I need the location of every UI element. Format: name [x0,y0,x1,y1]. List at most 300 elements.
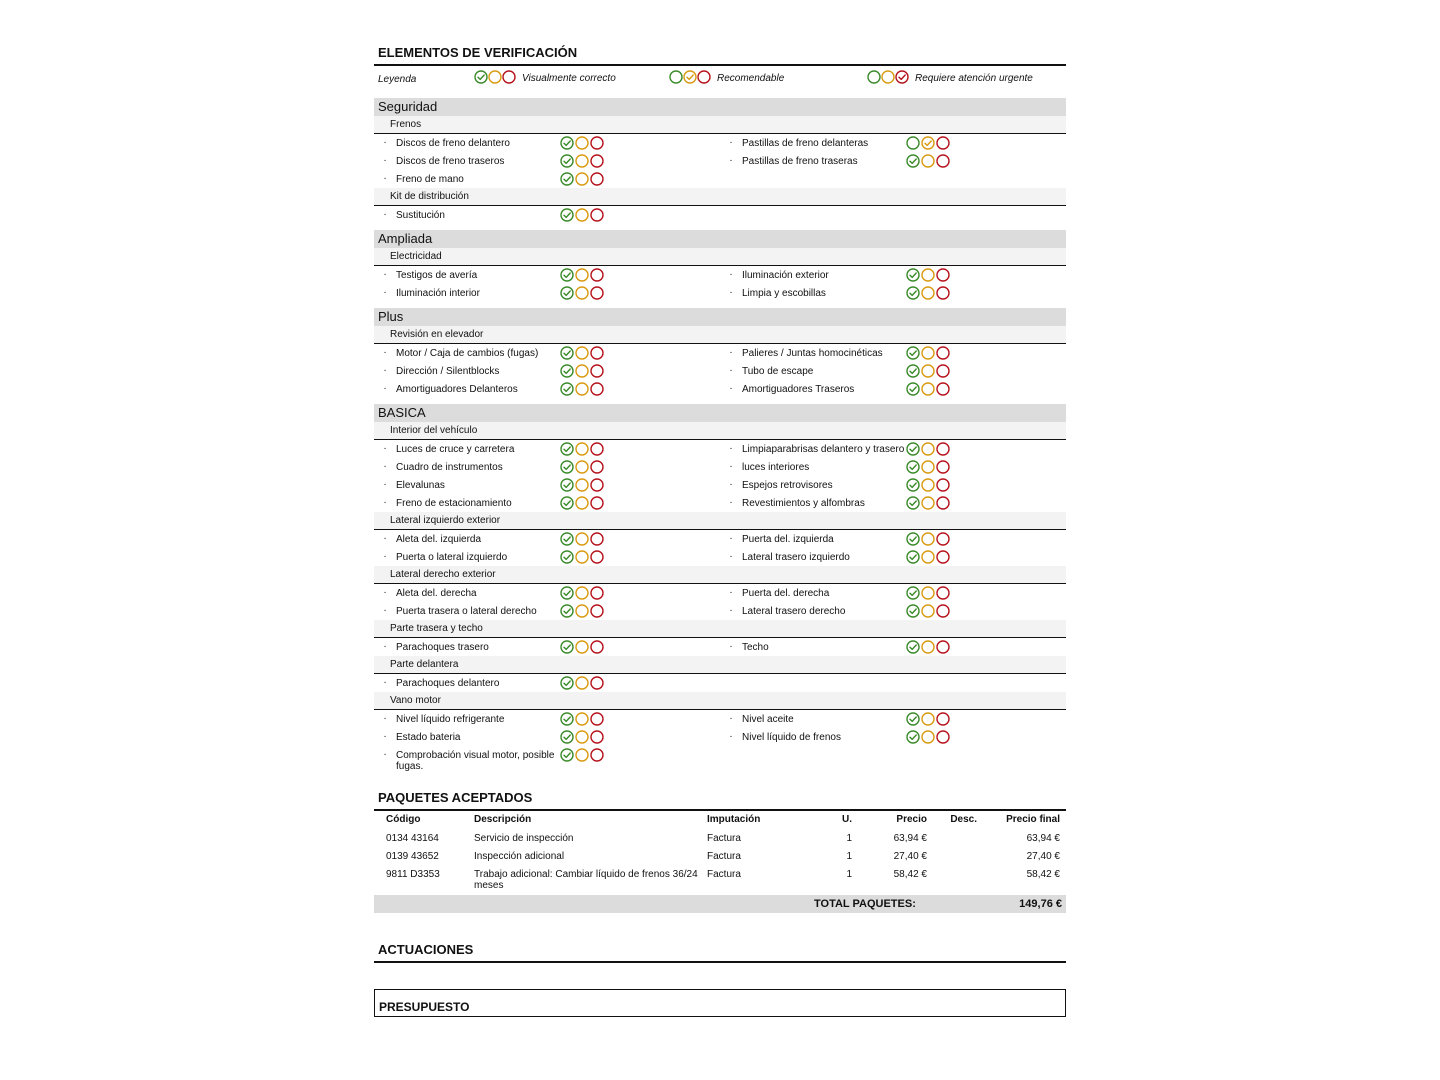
bullet-icon: · [383,137,387,148]
bullet-icon: · [729,137,733,148]
check-item-label: Puerta del. derecha [742,588,830,599]
orange-status-circle-icon [575,154,589,168]
legend [374,66,1066,92]
status-indicator [906,266,950,284]
green-status-circle-icon [560,730,574,744]
group-items [374,344,1066,398]
check-item-right [720,494,1066,512]
orange-status-circle-icon [575,712,589,726]
red-status-circle-icon [590,136,604,150]
red-status-circle-icon [590,676,604,690]
check-row [374,548,1066,566]
green-status-circle-icon [560,286,574,300]
orange-status-circle-icon [921,346,935,360]
check-item-label: Freno de mano [396,174,464,185]
check-item-label: Nivel líquido de frenos [742,732,841,743]
check-row [374,746,1066,775]
check-item-right [720,284,1066,302]
red-status-circle-icon [936,532,950,546]
packages-header-cell: Precio [896,814,927,825]
orange-status-circle-icon [575,382,589,396]
check-row [374,710,1066,728]
status-indicator [906,134,950,152]
orange-status-circle-icon [921,604,935,618]
orange-status-circle-icon [921,286,935,300]
check-item-label: Freno de estacionamiento [396,498,512,509]
check-item-label: Iluminación exterior [742,270,829,281]
group-header: Electricidad [374,248,1066,266]
check-item-left [374,638,720,656]
bullet-icon: · [383,605,387,616]
red-status-circle-icon [936,154,950,168]
table-cell: Inspección adicional [474,851,565,862]
bullet-icon: · [383,155,387,166]
bullet-icon: · [729,605,733,616]
check-item-left [374,674,720,692]
status-indicator [906,602,950,620]
status-indicator [560,284,604,302]
status-indicator [560,152,604,170]
bullet-icon: · [729,347,733,358]
status-indicator [560,206,604,224]
check-row [374,584,1066,602]
legend-item-ok [474,70,616,87]
orange-status-circle-icon [575,496,589,510]
red-status-circle-icon [936,478,950,492]
status-indicator [906,530,950,548]
bullet-icon: · [383,365,387,376]
check-item-right [720,152,1066,170]
check-item-label: Puerta trasera o lateral derecho [396,606,537,617]
packages-header-cell: Desc. [950,814,977,825]
bullet-icon: · [383,383,387,394]
table-cell: 0139 43652 [386,851,439,862]
check-item-left [374,710,720,728]
status-indicator [906,458,950,476]
status-indicator [560,746,604,775]
check-item-right [720,458,1066,476]
red-status-circle-icon [590,532,604,546]
green-status-circle-icon [906,550,920,564]
green-status-circle-icon [560,136,574,150]
group-items [374,710,1066,775]
orange-status-circle-icon [575,478,589,492]
group-header: Interior del vehículo [374,422,1066,440]
orange-status-circle-icon [921,712,935,726]
status-indicator [560,584,604,602]
bullet-icon: · [729,269,733,280]
check-item-left [374,380,720,398]
check-item-label: Palieres / Juntas homocinéticas [742,348,883,359]
green-status-circle-icon [560,208,574,222]
orange-status-circle-icon [575,640,589,654]
green-status-circle-icon [906,730,920,744]
check-row [374,134,1066,152]
bullet-icon: · [729,587,733,598]
check-row [374,206,1066,224]
red-status-circle-icon [936,460,950,474]
red-status-circle-icon [895,70,909,84]
check-item-label: Techo [742,642,769,653]
packages-title: PAQUETES ACEPTADOS [374,789,1066,811]
check-row [374,494,1066,512]
red-status-circle-icon [590,364,604,378]
check-item-label: Pastillas de freno traseras [742,156,858,167]
group-header: Lateral derecho exterior [374,566,1066,584]
presupuesto-box [374,989,1066,1017]
table-cell: Servicio de inspección [474,833,574,844]
check-item-left [374,266,720,284]
red-status-circle-icon [936,496,950,510]
green-status-circle-icon [560,532,574,546]
bullet-icon: · [729,365,733,376]
red-status-circle-icon [936,346,950,360]
orange-status-circle-icon [575,136,589,150]
presupuesto-title: PRESUPUESTO [379,1000,470,1014]
group-header: Kit de distribución [374,188,1066,206]
bullet-icon: · [383,269,387,280]
bullet-icon: · [383,749,387,760]
orange-status-circle-icon [881,70,895,84]
bullet-icon: · [729,155,733,166]
check-item-right [720,440,1066,458]
orange-status-circle-icon [921,460,935,474]
red-status-circle-icon [590,550,604,564]
green-status-circle-icon [560,496,574,510]
packages-total [374,895,1066,913]
red-status-circle-icon [936,604,950,618]
check-item-label: Puerta del. izquierda [742,534,834,545]
table-cell: 63,94 € [893,833,927,844]
orange-status-circle-icon [683,70,697,84]
status-indicator [474,70,516,87]
red-status-circle-icon [590,442,604,456]
orange-status-circle-icon [921,442,935,456]
check-item-label: Testigos de avería [396,270,478,281]
category-header: Ampliada [374,230,1066,248]
red-status-circle-icon [590,460,604,474]
check-item-label: Limpiaparabrisas delantero y trasero [742,444,905,455]
status-indicator [906,638,950,656]
check-row [374,440,1066,458]
table-cell: 27,40 € [1026,851,1060,862]
red-status-circle-icon [590,382,604,396]
green-status-circle-icon [560,478,574,492]
check-item-right [720,710,1066,728]
check-item-label: Sustitución [396,210,445,221]
red-status-circle-icon [936,712,950,726]
orange-status-circle-icon [488,70,502,84]
status-indicator [560,170,604,188]
group-items [374,530,1066,566]
group-items [374,206,1066,224]
check-row [374,458,1066,476]
table-cell: Trabajo adicional: Cambiar líquido de frenos 36/24 meses [474,869,698,891]
check-item-label: Lateral trasero derecho [742,606,846,617]
group-header: Revisión en elevador [374,326,1066,344]
packages-rows [374,829,1066,891]
status-indicator [560,638,604,656]
status-indicator [560,674,604,692]
check-item-label: Elevalunas [396,480,445,491]
check-item-label: Nivel aceite [742,714,794,725]
bullet-icon: · [383,479,387,490]
bullet-icon: · [729,383,733,394]
bullet-icon: · [729,731,733,742]
bullet-icon: · [729,713,733,724]
bullet-icon: · [729,641,733,652]
status-indicator [560,548,604,566]
legend-item-rec [669,70,784,87]
group-items [374,134,1066,188]
green-status-circle-icon [906,586,920,600]
check-item-label: Dirección / Silentblocks [396,366,500,377]
red-status-circle-icon [936,364,950,378]
check-item-right [720,674,1066,692]
table-cell: Factura [707,833,741,844]
green-status-circle-icon [560,460,574,474]
orange-status-circle-icon [575,676,589,690]
legend-label: Leyenda [378,74,417,85]
table-cell: 0134 43164 [386,833,439,844]
red-status-circle-icon [590,478,604,492]
green-status-circle-icon [560,586,574,600]
check-item-label: luces interiores [742,462,810,473]
orange-status-circle-icon [921,154,935,168]
status-indicator [906,380,950,398]
bullet-icon: · [383,497,387,508]
bullet-icon: · [729,551,733,562]
check-item-label: Espejos retrovisores [742,480,833,491]
check-item-left [374,530,720,548]
table-cell: 27,40 € [893,851,927,862]
status-indicator [560,362,604,380]
check-item-right [720,638,1066,656]
bullet-icon: · [383,461,387,472]
orange-status-circle-icon [921,550,935,564]
orange-status-circle-icon [575,346,589,360]
group-items [374,638,1066,656]
status-indicator [560,494,604,512]
check-item-right [720,206,1066,224]
verification-title: ELEMENTOS DE VERIFICACIÓN [374,44,1066,66]
check-item-right [720,362,1066,380]
check-item-label: Iluminación interior [396,288,480,299]
check-item-label: Amortiguadores Delanteros [396,384,518,395]
group-header: Parte delantera [374,656,1066,674]
check-row [374,602,1066,620]
check-item-left [374,362,720,380]
check-item-left [374,344,720,362]
bullet-icon: · [729,461,733,472]
bullet-icon: · [729,479,733,490]
orange-status-circle-icon [575,208,589,222]
check-row [374,266,1066,284]
category-header: Plus [374,308,1066,326]
green-status-circle-icon [560,268,574,282]
orange-status-circle-icon [921,586,935,600]
bullet-icon: · [729,443,733,454]
group-items [374,674,1066,692]
orange-status-circle-icon [921,136,935,150]
group-header: Frenos [374,116,1066,134]
red-status-circle-icon [590,748,604,762]
check-item-label: Luces de cruce y carretera [396,444,515,455]
check-item-label: Limpia y escobillas [742,288,826,299]
packages-total-value: 149,76 € [1019,898,1062,910]
check-row [374,284,1066,302]
verification-categories [374,98,1066,775]
group-items [374,584,1066,620]
check-item-label: Motor / Caja de cambios (fugas) [396,348,539,359]
check-item-left [374,440,720,458]
green-status-circle-icon [906,442,920,456]
green-status-circle-icon [906,364,920,378]
category-header: BASICA [374,404,1066,422]
check-row [374,380,1066,398]
check-item-right [720,344,1066,362]
check-row [374,476,1066,494]
green-status-circle-icon [906,478,920,492]
bullet-icon: · [383,551,387,562]
check-item-label: Discos de freno delantero [396,138,510,149]
check-item-label: Revestimientos y alfombras [742,498,865,509]
red-status-circle-icon [936,730,950,744]
status-indicator [906,584,950,602]
group-header: Parte trasera y techo [374,620,1066,638]
check-item-right [720,170,1066,188]
table-cell: 58,42 € [893,869,927,880]
bullet-icon: · [383,443,387,454]
category-header: Seguridad [374,98,1066,116]
orange-status-circle-icon [921,364,935,378]
bullet-icon: · [383,713,387,724]
check-item-label: Amortiguadores Traseros [742,384,855,395]
legend-item-text: Requiere atención urgente [915,73,1033,84]
green-status-circle-icon [669,70,683,84]
status-indicator [906,344,950,362]
table-cell: 58,42 € [1026,869,1060,880]
status-indicator [906,440,950,458]
green-status-circle-icon [906,268,920,282]
check-row [374,152,1066,170]
table-cell: 63,94 € [1026,833,1060,844]
orange-status-circle-icon [921,730,935,744]
check-item-right [720,380,1066,398]
table-cell: Factura [707,851,741,862]
check-item-right [720,746,1066,775]
check-item-label: Comprobación visual motor, posible fugas. [396,750,555,772]
packages-header-cell: Descripción [474,814,532,825]
check-item-left [374,170,720,188]
green-status-circle-icon [560,172,574,186]
check-item-label: Lateral trasero izquierdo [742,552,850,563]
bullet-icon: · [383,347,387,358]
actuaciones-title: ACTUACIONES [374,941,1066,963]
green-status-circle-icon [906,460,920,474]
red-status-circle-icon [590,730,604,744]
green-status-circle-icon [906,640,920,654]
status-indicator [560,440,604,458]
table-cell: 1 [846,869,852,880]
check-item-right [720,266,1066,284]
status-indicator [560,134,604,152]
check-item-left [374,584,720,602]
check-item-label: Parachoques trasero [396,642,489,653]
red-status-circle-icon [502,70,516,84]
bullet-icon: · [383,173,387,184]
orange-status-circle-icon [575,748,589,762]
check-item-label: Pastillas de freno delanteras [742,138,869,149]
green-status-circle-icon [560,550,574,564]
check-item-left [374,206,720,224]
orange-status-circle-icon [575,730,589,744]
packages-header-cell: Imputación [707,814,761,825]
red-status-circle-icon [590,640,604,654]
green-status-circle-icon [560,346,574,360]
check-item-label: Parachoques delantero [396,678,500,689]
status-indicator [906,728,950,746]
status-indicator [906,710,950,728]
status-indicator [560,380,604,398]
red-status-circle-icon [697,70,711,84]
check-item-right [720,584,1066,602]
orange-status-circle-icon [575,364,589,378]
orange-status-circle-icon [575,286,589,300]
check-item-left [374,284,720,302]
status-indicator [906,494,950,512]
orange-status-circle-icon [575,460,589,474]
orange-status-circle-icon [921,640,935,654]
table-row [374,829,1066,847]
green-status-circle-icon [474,70,488,84]
legend-item-text: Visualmente correcto [522,73,616,84]
status-indicator [560,266,604,284]
red-status-circle-icon [590,154,604,168]
red-status-circle-icon [936,382,950,396]
check-item-label: Cuadro de instrumentos [396,462,503,473]
check-row [374,170,1066,188]
table-cell [927,833,977,847]
group-header: Lateral izquierdo exterior [374,512,1066,530]
green-status-circle-icon [560,364,574,378]
status-indicator [560,530,604,548]
check-item-left [374,548,720,566]
status-indicator [669,70,711,87]
status-indicator [906,152,950,170]
green-status-circle-icon [906,286,920,300]
check-item-label: Discos de freno traseros [396,156,505,167]
green-status-circle-icon [906,532,920,546]
green-status-circle-icon [906,154,920,168]
red-status-circle-icon [936,442,950,456]
check-item-left [374,746,720,775]
status-indicator [867,70,909,87]
status-indicator [560,602,604,620]
check-row [374,674,1066,692]
check-item-label: Nivel líquido refrigerante [396,714,505,725]
check-item-right [720,602,1066,620]
status-indicator [906,476,950,494]
check-row [374,530,1066,548]
green-status-circle-icon [560,676,574,690]
bullet-icon: · [383,209,387,220]
green-status-circle-icon [560,640,574,654]
red-status-circle-icon [590,712,604,726]
red-status-circle-icon [936,136,950,150]
red-status-circle-icon [590,286,604,300]
status-indicator [906,362,950,380]
